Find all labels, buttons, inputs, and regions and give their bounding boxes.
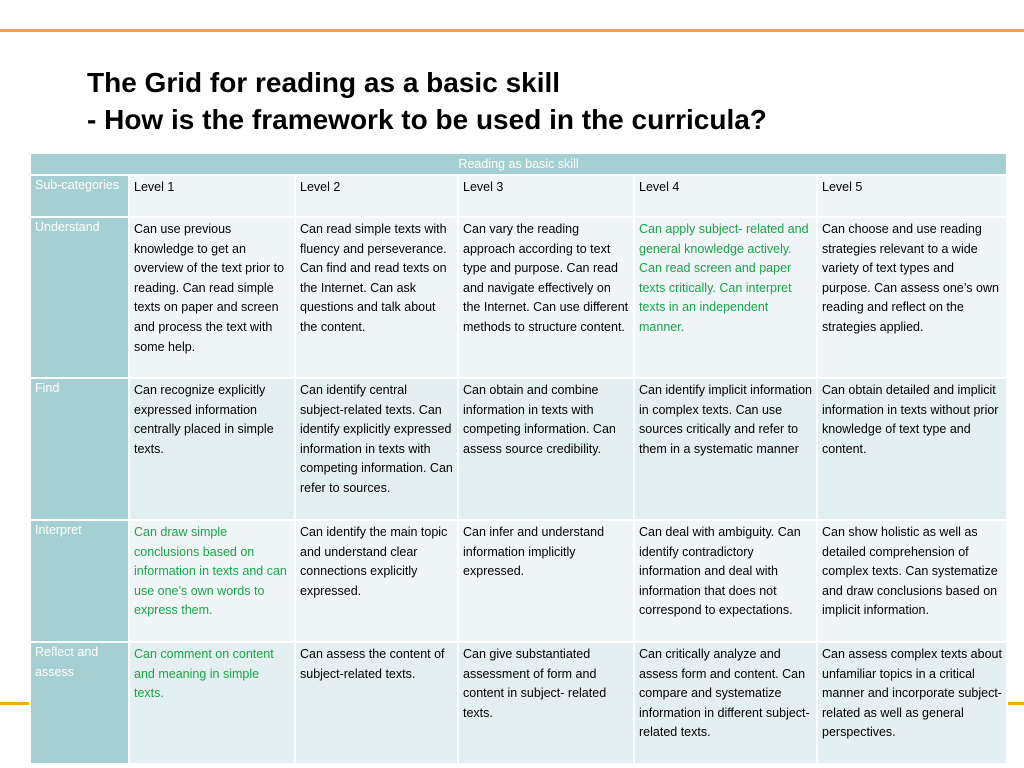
subcategories-header: Sub-categories [30,175,129,217]
grid-caption: Reading as basic skill [30,153,1007,175]
interpret-level-4: Can deal with ambiguity. Can identify contradictory information and deal with information that does not correspond to expectations. [634,520,817,642]
interpret-level-2: Can identify the main topic and understand clear connections explicitly expressed. [295,520,458,642]
level-3-header: Level 3 [458,175,634,217]
reflect-level-1: Can comment on content and meaning in simple texts. [129,642,295,764]
top-accent-rule [0,29,1024,32]
caption-row [30,153,1007,175]
reading-grid-table [29,152,1008,765]
reflect-level-4: Can critically analyze and assess form and content. Can compare and systematize information in different subject- related texts. [634,642,817,764]
understand-level-3: Can vary the reading approach according to text type and purpose. Can read and navigate effectively on the Internet. Can use different methods to structure content. [458,217,634,378]
title-line-2: - How is the framework to be used in the curricula? [87,104,767,135]
levels-header-row [30,175,1007,217]
title-line-1: The Grid for reading as a basic skill [87,67,561,98]
find-level-1: Can recognize explicitly expressed information centrally placed in simple texts. [129,378,295,520]
category-find: Find [30,378,129,520]
find-level-2: Can identify central subject-related texts. Can identify explicitly expressed information in texts with competing information. Can refer to sources. [295,378,458,520]
reading-grid-wrapper [29,152,1006,765]
level-4-header: Level 4 [634,175,817,217]
interpret-level-3: Can infer and understand information implicitly expressed. [458,520,634,642]
level-1-header: Level 1 [129,175,295,217]
table-row [30,217,1007,378]
table-row [30,520,1007,642]
category-understand: Understand [30,217,129,378]
level-5-header: Level 5 [817,175,1007,217]
find-level-4: Can identify implicit information in complex texts. Can use sources critically and refer to them in a systematic manner [634,378,817,520]
reflect-level-5: Can assess complex texts about unfamiliar topics in a critical manner and incorporate subject- related as well as general perspectives. [817,642,1007,764]
understand-level-1: Can use previous knowledge to get an overview of the text prior to reading. Can read simple texts on paper and screen and process the text with some help. [129,217,295,378]
interpret-level-1: Can draw simple conclusions based on information in texts and can use one’s own words to express them. [129,520,295,642]
find-level-3: Can obtain and combine information in texts with competing information. Can assess source credibility. [458,378,634,520]
category-reflect-and-assess: Reflect and assess [30,642,129,764]
table-row [30,642,1007,764]
reflect-level-2: Can assess the content of subject-related texts. [295,642,458,764]
level-2-header: Level 2 [295,175,458,217]
understand-level-2: Can read simple texts with fluency and perseverance. Can find and read texts on the Internet. Can ask questions and talk about the content. [295,217,458,378]
understand-level-4: Can apply subject- related and general knowledge actively. Can read screen and paper texts critically. Can interpret texts in an independent manner. [634,217,817,378]
understand-level-5: Can choose and use reading strategies relevant to a wide variety of text types and purpose. Can assess one’s own reading and reflect on the strategies applied. [817,217,1007,378]
find-level-5: Can obtain detailed and implicit information in texts without prior knowledge of text type and content. [817,378,1007,520]
slide-title [87,64,1007,138]
interpret-level-5: Can show holistic as well as detailed comprehension of complex texts. Can systematize and draw conclusions based on implicit information. [817,520,1007,642]
reflect-level-3: Can give substantiated assessment of form and content in subject- related texts. [458,642,634,764]
category-interpret: Interpret [30,520,129,642]
table-row [30,378,1007,520]
